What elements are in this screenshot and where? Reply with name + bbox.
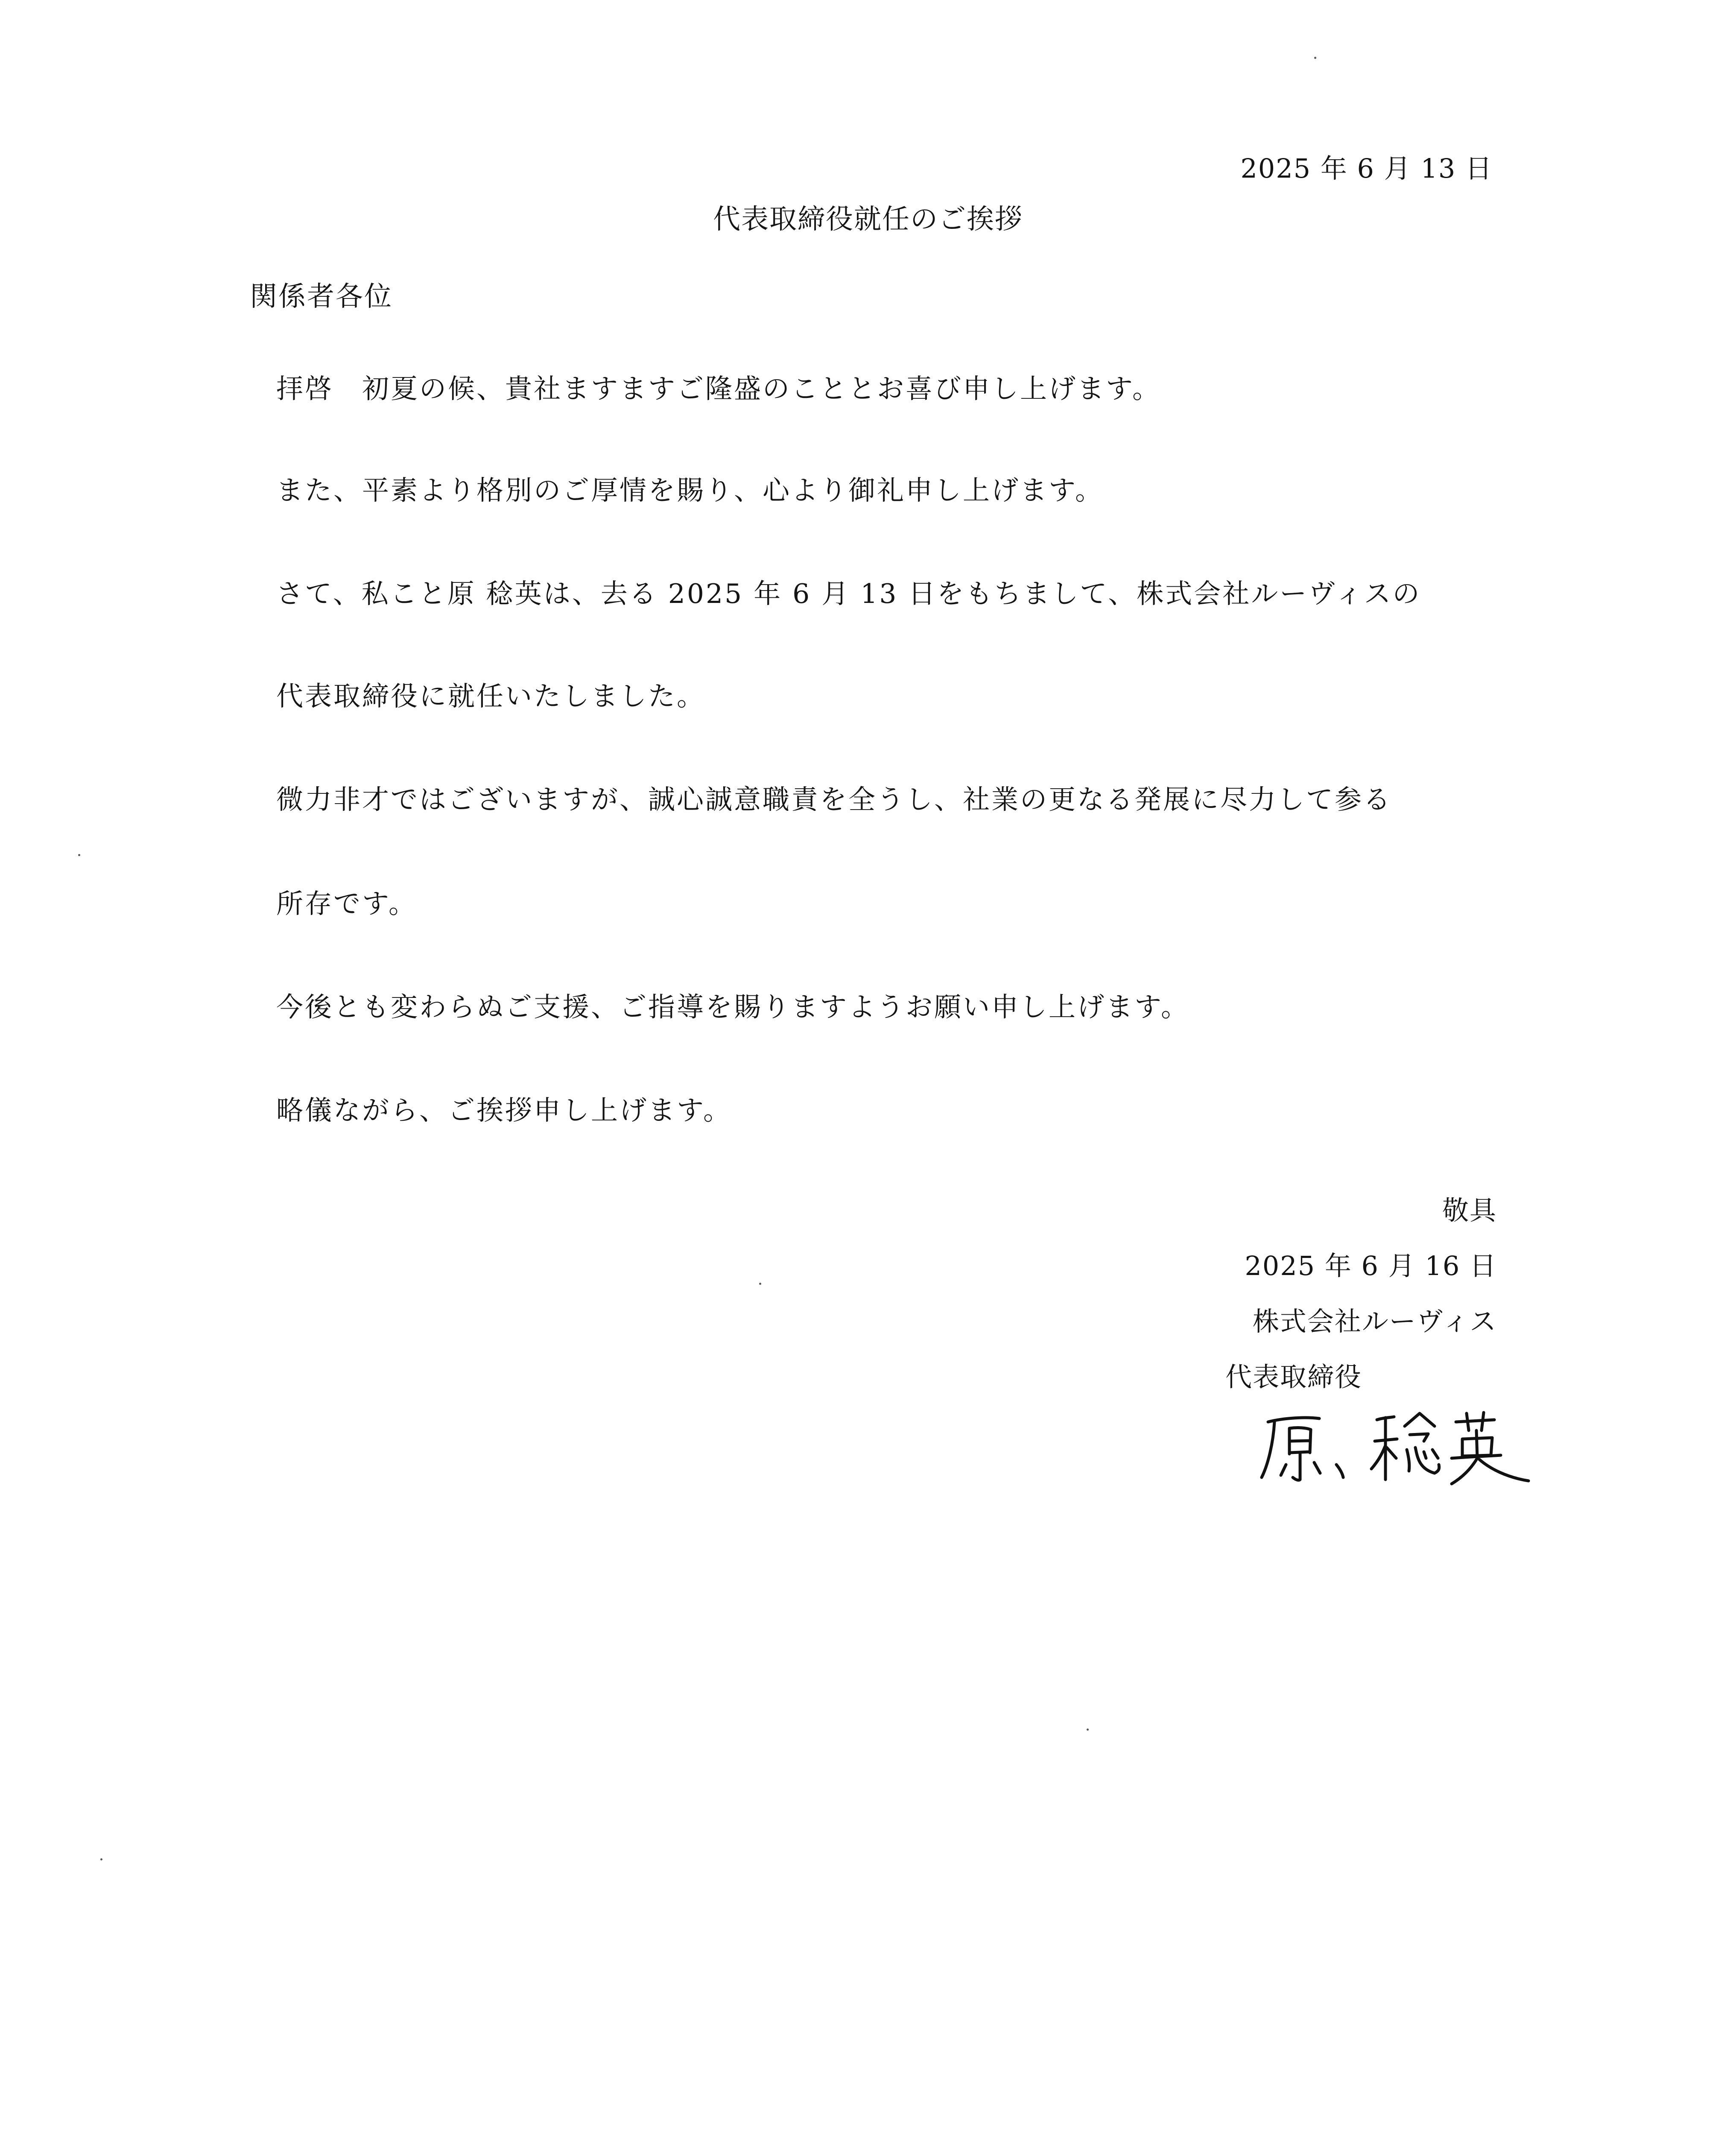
body-line: 所存です。 xyxy=(276,888,417,919)
body-line: 微力非才ではございますが、誠心誠意職責を全うし、社業の更なる発展に尽力して参る xyxy=(276,784,1392,815)
scan-speck xyxy=(759,1283,761,1285)
handwritten-signature xyxy=(1255,1405,1533,1486)
body-line: また、平素より格別のご厚情を賜り、心より御礼申し上げます。 xyxy=(276,475,1104,506)
body-line: 今後とも変わらぬご支援、ご指導を賜りますようお願い申し上げます。 xyxy=(276,991,1189,1023)
scan-speck xyxy=(1314,57,1316,59)
scan-speck xyxy=(100,1858,102,1860)
scan-speck xyxy=(1087,1728,1089,1731)
body-line: 代表取締役に就任いたしました。 xyxy=(276,681,705,712)
signature-date: 2025 年 6 月 16 日 xyxy=(1245,1250,1497,1281)
closing-salutation: 敬具 xyxy=(1442,1195,1497,1226)
body-line: 略儀ながら、ご挨拶申し上げます。 xyxy=(276,1095,732,1126)
signer-position: 代表取締役 xyxy=(1225,1361,1362,1392)
issue-date: 2025 年 6 月 13 日 xyxy=(1240,153,1493,184)
body-line: さて、私こと原 稔英は、去る 2025 年 6 月 13 日をもちまして、株式会社ルーヴィスの xyxy=(276,578,1421,609)
scan-speck xyxy=(78,854,80,856)
company-name: 株式会社ルーヴィス xyxy=(1252,1306,1497,1337)
body-line: 拝啓 初夏の候、貴社ますますご隆盛のこととお喜び申し上げます。 xyxy=(276,373,1161,404)
letter-title: 代表取締役就任のご挨拶 xyxy=(713,204,1023,235)
addressee: 関係者各位 xyxy=(250,281,393,313)
